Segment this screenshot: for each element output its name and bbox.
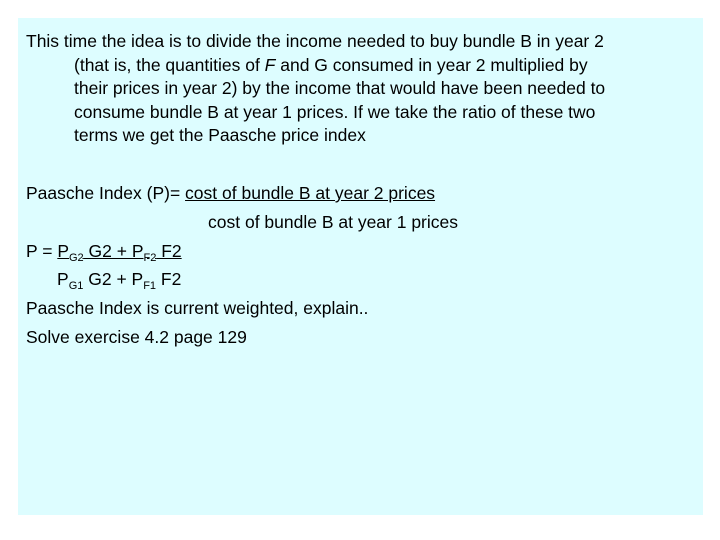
formula-bottom-t1: G2 + P bbox=[83, 269, 144, 289]
paasche-index-label: Paasche Index (P)= bbox=[26, 183, 186, 203]
formula-numerator-line bbox=[26, 240, 182, 262]
formula-bottom-p1: P bbox=[57, 269, 69, 289]
formula-top-t2: F2 bbox=[156, 241, 182, 261]
paragraph-line-2 bbox=[26, 54, 696, 78]
paragraph-italic-f: F bbox=[264, 54, 276, 75]
weighted-note: Paasche Index is current weighted, explain.. bbox=[26, 298, 369, 318]
formula-top-sub2: F2 bbox=[143, 252, 157, 264]
formula-bottom-t2: F2 bbox=[156, 269, 182, 289]
formula-denominator bbox=[57, 268, 181, 290]
paasche-index-numerator: cost of bundle B at year 2 prices bbox=[185, 183, 436, 203]
paragraph-line-4: consume bundle B at year 1 prices. If we take the ratio of these two bbox=[74, 101, 596, 122]
formula-p-eq: P = bbox=[26, 241, 58, 261]
paragraph-line-5: terms we get the Paasche price index bbox=[74, 125, 366, 146]
formula-top-sub1: G2 bbox=[69, 252, 84, 264]
paragraph-line-3: their prices in year 2) by the income that would have been needed to bbox=[74, 78, 606, 99]
paragraph-line-2-b: and G consumed in year 2 multiplied by bbox=[275, 54, 588, 75]
formula-bottom-sub1: G1 bbox=[68, 280, 84, 292]
intro-paragraph bbox=[26, 30, 696, 148]
paragraph-line-1: This time the idea is to divide the income needed to buy bundle B in year 2 bbox=[26, 31, 604, 51]
paasche-index-numerator-line bbox=[26, 182, 435, 204]
paasche-index-denominator: cost of bundle B at year 1 prices bbox=[208, 212, 458, 232]
exercise-note: Solve exercise 4.2 page 129 bbox=[26, 327, 247, 347]
paragraph-line-2-a: (that is, the quantities of bbox=[74, 54, 265, 75]
formula-bottom-sub2: F1 bbox=[143, 280, 157, 292]
formula-top-p1: P bbox=[57, 241, 69, 261]
formula-numerator bbox=[57, 241, 182, 264]
formula-top-t1: G2 + P bbox=[83, 241, 144, 261]
